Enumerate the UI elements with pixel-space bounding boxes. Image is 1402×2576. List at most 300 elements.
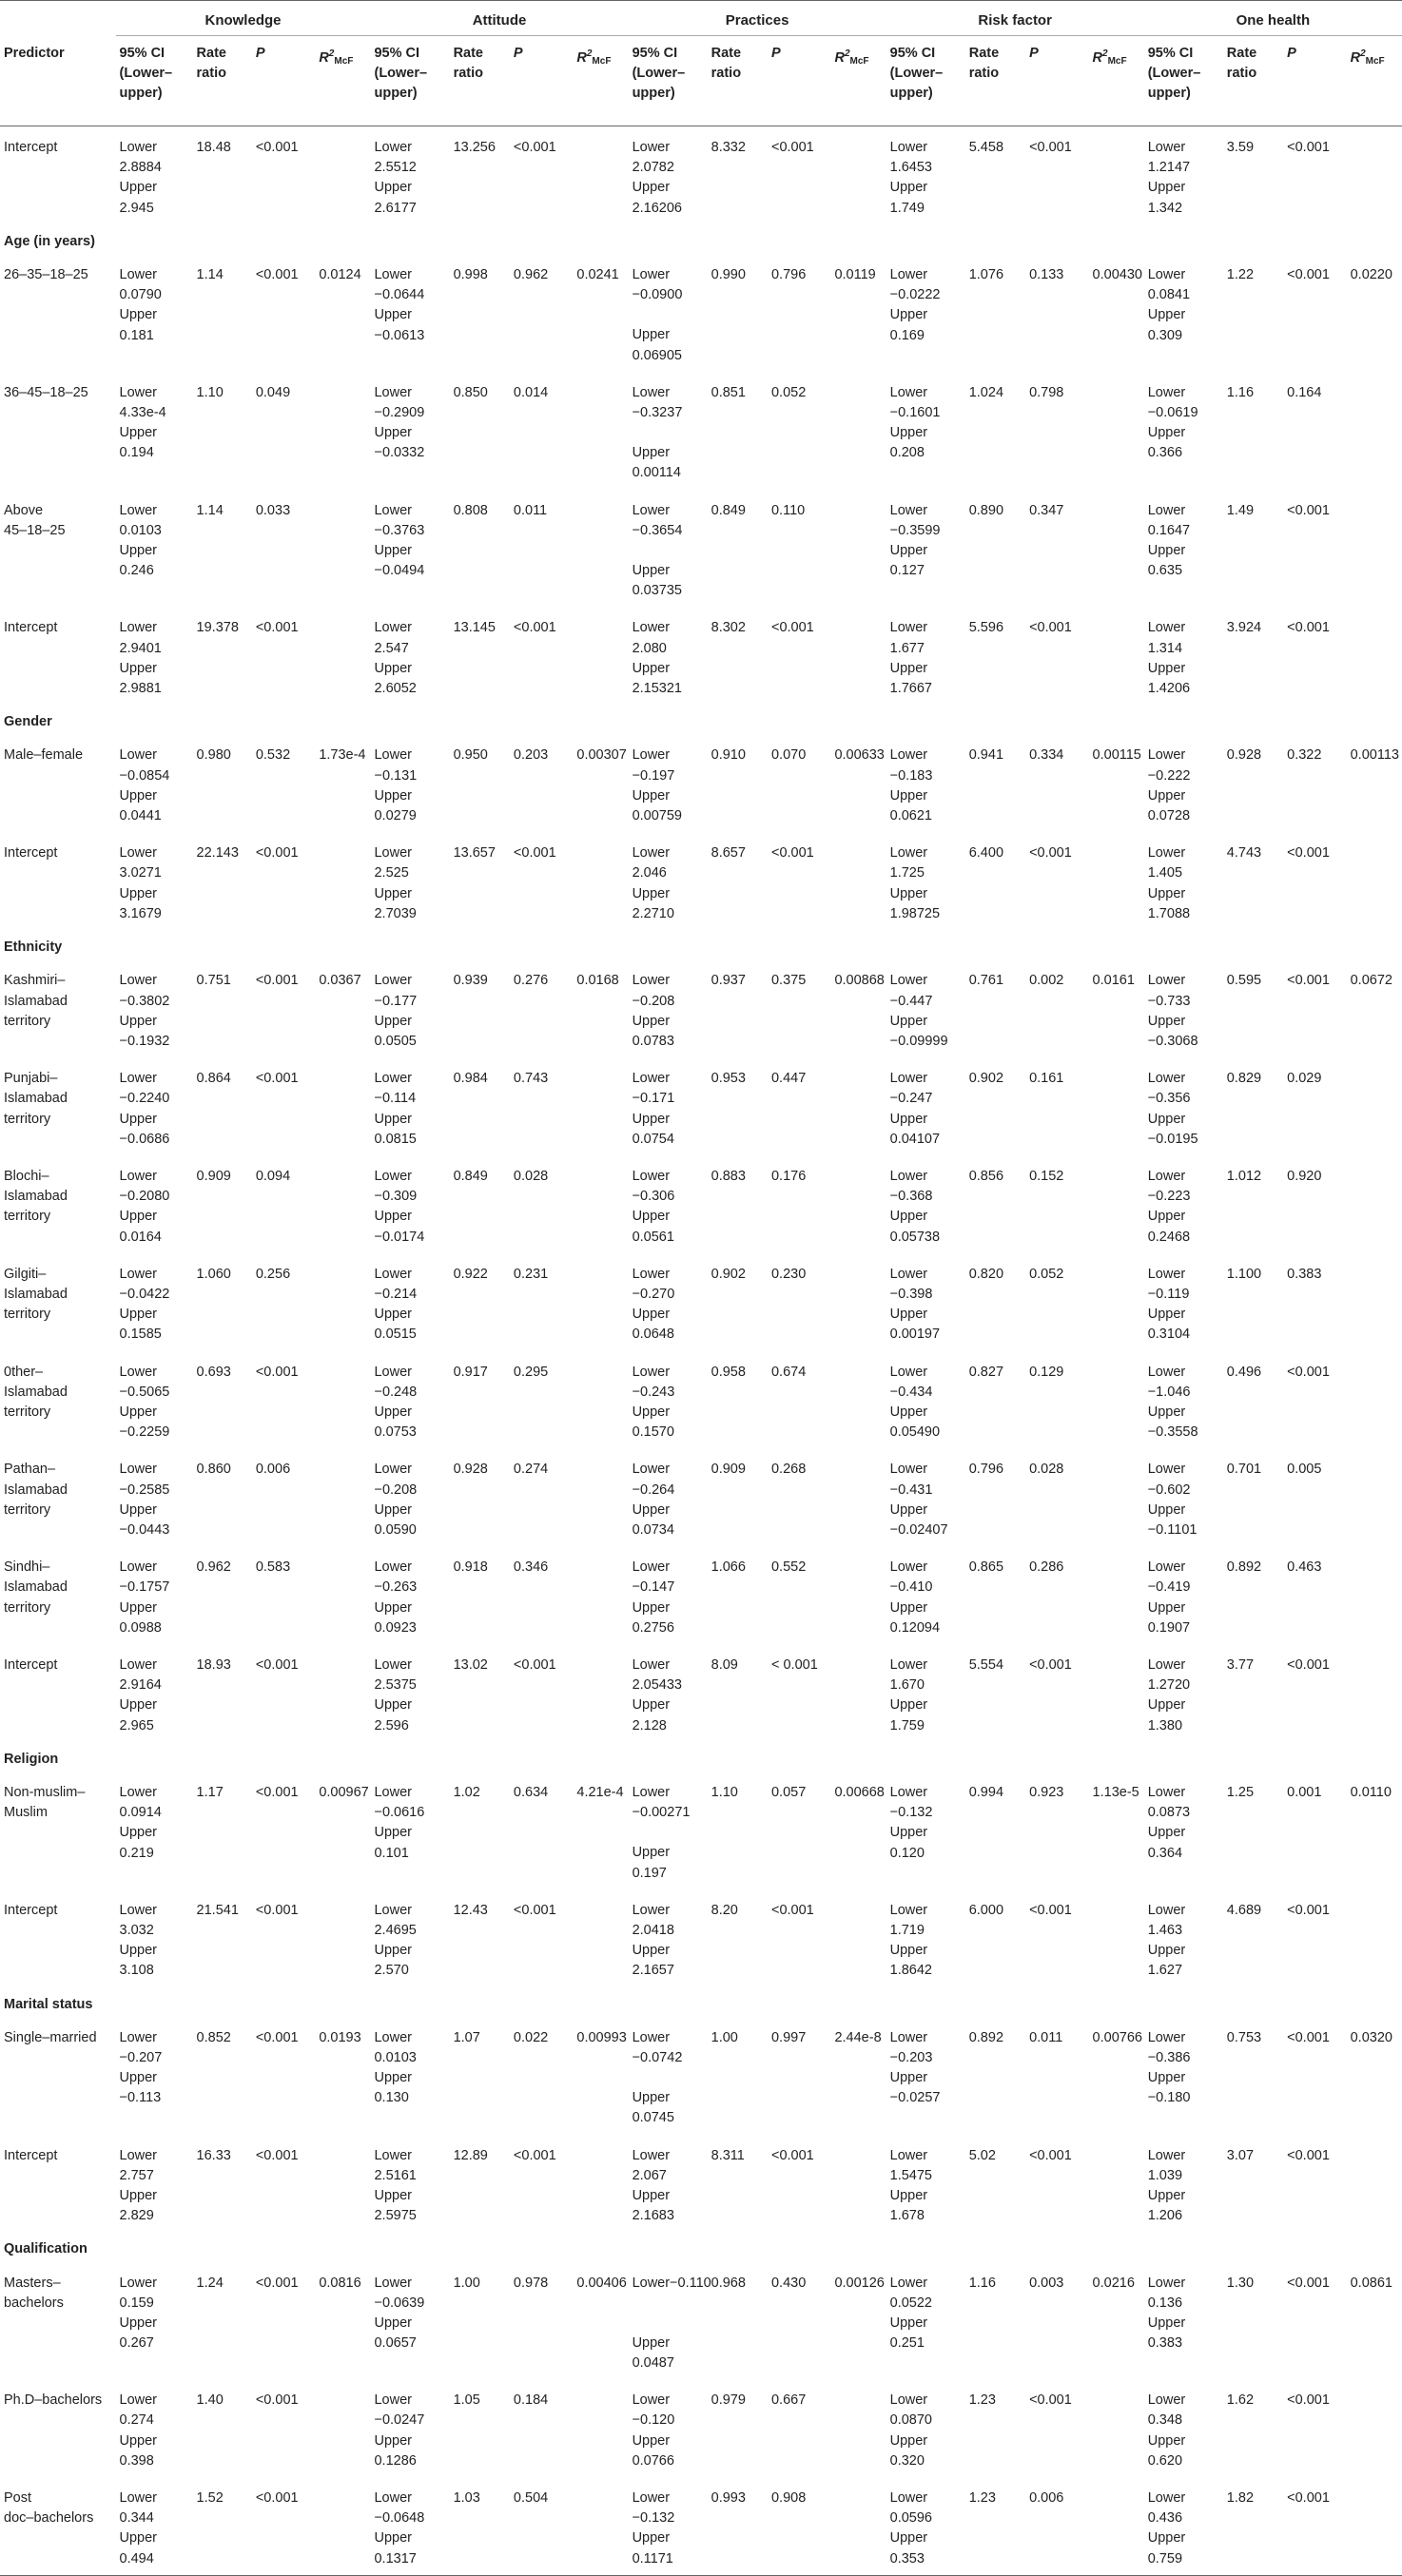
predictor-line: Intercept — [4, 845, 58, 862]
p-value-cell: 0.002 — [1029, 973, 1064, 989]
rate-ratio-cell: 0.865 — [968, 1559, 1004, 1576]
ci-cell — [370, 1351, 449, 1449]
ci-line: Lower — [374, 140, 412, 155]
ci-line: 0.00197 — [889, 1327, 941, 1343]
ci-line: 0.05490 — [889, 1424, 941, 1441]
ci-line: 0.1570 — [632, 1424, 674, 1441]
ci-line: −0.0257 — [889, 2090, 941, 2106]
p-value-cell: 0.176 — [770, 1168, 807, 1184]
ci-line: Upper — [374, 180, 412, 196]
ci-line: 2.5375 — [374, 1677, 417, 1694]
p-value-cell: <0.001 — [1287, 2275, 1330, 2291]
rate-ratio-cell: 12.43 — [453, 1902, 488, 1918]
ci-line: 0.353 — [889, 2550, 925, 2566]
rate-ratio-cell: 1.52 — [193, 2477, 252, 2575]
ci-line: Lower — [632, 140, 671, 155]
ci-line: Upper — [889, 787, 928, 804]
ci-line: Upper — [632, 2432, 671, 2449]
r2-cell: 0.0320 — [1350, 2029, 1392, 2045]
ci-line — [633, 2314, 704, 2334]
r2-cell — [315, 2379, 370, 2477]
header-attitude: Attitude — [370, 1, 628, 36]
header-ci-line: 95% CI — [374, 46, 420, 61]
ci-line: −0.180 — [1147, 2090, 1191, 2106]
r2-cell — [830, 126, 886, 224]
ci-line: 1.314 — [1147, 640, 1183, 656]
ci-line: 1.2720 — [1147, 1677, 1191, 1694]
ci-cell — [116, 1889, 193, 1987]
p-value-cell: <0.001 — [255, 1656, 299, 1673]
ci-line: −0.2585 — [119, 1482, 170, 1498]
ci-line: 0.1907 — [1147, 1619, 1191, 1636]
ci-line: 2.9164 — [119, 1677, 162, 1694]
predictor-cell — [0, 1889, 116, 1987]
rate-ratio-cell: 0.851 — [711, 384, 746, 400]
header-ci-line: upper) — [374, 86, 418, 102]
ci-line: 0.348 — [1147, 2412, 1183, 2429]
ci-line: Lower — [374, 1656, 412, 1673]
predictor-line: Intercept — [4, 2147, 58, 2163]
section-label: Qualification — [4, 2241, 88, 2257]
r2-cell: 0.0110 — [1350, 1785, 1392, 1800]
ci-line: 0.0841 — [1147, 287, 1191, 303]
header-p-label: P — [1029, 46, 1039, 61]
r2-cell — [315, 1889, 370, 1987]
ci-line: Lower — [1147, 620, 1186, 636]
ci-line: 0.05738 — [889, 1229, 941, 1245]
ci-cell — [629, 1155, 708, 1253]
ci-line: −0.1601 — [889, 405, 941, 421]
ci-line: Lower — [632, 2490, 671, 2507]
ci-cell — [370, 1546, 449, 1644]
ci-line: Lower — [1147, 2275, 1186, 2291]
header-rate-line: Rate — [711, 46, 742, 61]
ci-line: Upper — [889, 2432, 928, 2449]
predictor-cell — [0, 607, 116, 705]
ci-line: 0.398 — [119, 2452, 154, 2469]
ci-cell — [116, 1644, 193, 1742]
ci-cell — [370, 2379, 449, 2477]
ci-cell — [116, 1448, 193, 1546]
p-value-cell: <0.001 — [255, 140, 299, 155]
r2-cell: 0.00113 — [1350, 747, 1399, 764]
table-row — [0, 959, 1402, 1057]
ci-line: Upper — [889, 2188, 928, 2204]
ci-line: 0.0923 — [374, 1619, 417, 1636]
ci-line: Upper — [889, 2070, 928, 2086]
rate-ratio-cell: 5.458 — [968, 140, 1004, 155]
p-value-cell: 0.532 — [255, 747, 291, 764]
ci-cell — [886, 734, 965, 832]
ci-line — [633, 423, 704, 443]
predictor-line: Intercept — [4, 140, 58, 155]
ci-cell — [629, 607, 708, 705]
ci-cell — [370, 1644, 449, 1742]
ci-line: Lower — [374, 2392, 412, 2409]
ci-line: 0.383 — [1147, 2335, 1183, 2352]
rate-ratio-cell: 18.93 — [196, 1656, 231, 1673]
ci-line: Lower — [632, 973, 671, 989]
rate-ratio-cell: 0.753 — [1226, 2029, 1262, 2045]
rate-ratio-cell: 0.990 — [711, 267, 746, 283]
ci-line: Upper — [374, 2188, 412, 2204]
ci-line: Upper — [119, 885, 158, 901]
r2-cell — [830, 1057, 886, 1155]
ci-line: Upper — [1147, 307, 1186, 323]
p-value-cell: 0.011 — [513, 502, 548, 518]
ci-line: 1.749 — [889, 200, 925, 216]
ci-line: 3.0271 — [119, 865, 162, 881]
ci-line: 1.206 — [1147, 2208, 1183, 2224]
ci-line: Lower — [889, 1559, 928, 1576]
ci-line: −0.3068 — [1147, 1033, 1198, 1049]
rate-ratio-cell: 1.23 — [965, 2477, 1025, 2575]
p-value-cell: 0.504 — [510, 2477, 573, 2575]
rate-ratio-cell: 0.849 — [711, 502, 746, 518]
table-row — [0, 1351, 1402, 1449]
ci-line: 0.251 — [889, 2335, 925, 2352]
predictor-cell — [0, 1644, 116, 1742]
ci-line: Lower — [374, 1266, 412, 1282]
predictor-line: territory — [4, 1404, 51, 1420]
header-r2-sub: McF — [1107, 56, 1127, 67]
header-risk-factor: Risk factor — [886, 1, 1144, 36]
p-value-cell: <0.001 — [1029, 140, 1072, 155]
ci-line: Lower — [632, 747, 671, 764]
ci-line: −0.264 — [632, 1482, 675, 1498]
ci-line: Lower — [374, 973, 412, 989]
p-value-cell: 0.997 — [770, 2029, 807, 2045]
rate-ratio-cell: 0.852 — [196, 2029, 231, 2045]
ci-line: Lower — [374, 747, 412, 764]
ci-cell — [886, 1253, 965, 1351]
p-value-cell: 0.203 — [513, 747, 549, 764]
r2-cell — [315, 1448, 370, 1546]
rate-ratio-cell: 0.693 — [196, 1364, 231, 1380]
header-rate-line: Rate — [1226, 46, 1257, 61]
ci-line: 0.120 — [889, 1845, 925, 1861]
r2-cell — [1089, 832, 1144, 930]
ci-line: −0.197 — [632, 767, 675, 784]
ci-cell — [370, 734, 449, 832]
rate-ratio-cell: 1.14 — [196, 267, 224, 283]
rate-ratio-cell: 1.10 — [196, 384, 224, 400]
ci-line: Upper — [632, 2188, 671, 2204]
ci-line: Lower — [119, 2275, 158, 2291]
ci-line: 0.0753 — [374, 1424, 417, 1441]
rate-ratio-cell: 1.17 — [196, 1785, 224, 1800]
r2-cell — [573, 832, 628, 930]
ci-line: 0.0515 — [374, 1327, 417, 1343]
ci-line: −0.132 — [632, 2510, 675, 2527]
header-ci-line: upper) — [889, 86, 933, 102]
rate-ratio-cell: 3.924 — [1226, 620, 1262, 636]
p-value-cell: <0.001 — [1029, 620, 1072, 636]
ci-line: 0.0728 — [1147, 808, 1191, 824]
p-value-cell: <0.001 — [1029, 2392, 1072, 2409]
ci-line: Upper — [1147, 1404, 1186, 1420]
r2-cell — [315, 1351, 370, 1449]
ci-line: 2.547 — [374, 640, 409, 656]
header-predictor: Predictor — [0, 36, 116, 126]
ci-line: 1.7667 — [889, 681, 932, 697]
r2-cell: 1.73e-4 — [319, 747, 366, 764]
p-value-cell: <0.001 — [513, 845, 556, 862]
header-r2-sub: McF — [334, 56, 354, 67]
ci-line: Lower−0.110 — [632, 2275, 711, 2291]
rate-ratio-cell: 0.979 — [711, 2392, 746, 2409]
ci-line: 1.342 — [1147, 200, 1183, 216]
ci-line: Lower — [374, 845, 412, 862]
rate-ratio-cell: 0.808 — [453, 502, 488, 518]
rate-ratio-cell: 1.00 — [453, 2275, 480, 2291]
ci-line: 1.4206 — [1147, 681, 1191, 697]
ci-line: Upper — [374, 2070, 412, 2086]
ci-line: 0.494 — [119, 2550, 154, 2566]
rate-ratio-cell: 0.829 — [1226, 1071, 1262, 1087]
r2-cell — [830, 1644, 886, 1742]
table-row — [0, 832, 1402, 930]
ci-line: −0.222 — [1147, 767, 1191, 784]
ci-line: 0.1647 — [1147, 522, 1191, 538]
p-value-cell: 0.022 — [513, 2029, 549, 2045]
rate-ratio-cell: 0.980 — [196, 747, 231, 764]
header-ci — [370, 36, 449, 126]
rate-ratio-cell: 1.30 — [1226, 2275, 1255, 2291]
ci-line: Upper — [1147, 425, 1186, 441]
ci-line: 2.15321 — [632, 681, 682, 697]
ci-line: Upper — [1147, 1599, 1186, 1616]
r2-cell: 0.00766 — [1092, 2029, 1142, 2045]
r2-cell — [830, 1253, 886, 1351]
predictor-line: Pathan– — [4, 1462, 56, 1478]
r2-cell — [1347, 2135, 1402, 2233]
ci-line: Upper — [374, 1697, 412, 1714]
ci-cell — [116, 126, 193, 224]
header-ci-line: (Lower– — [374, 66, 428, 82]
section-label: Gender — [4, 714, 52, 730]
table-row — [0, 2262, 1402, 2380]
r2-cell — [1089, 1448, 1144, 1546]
ci-line: 0.274 — [119, 2412, 154, 2429]
rate-ratio-cell: 8.657 — [711, 845, 746, 862]
predictor-cell — [0, 1057, 116, 1155]
ci-line: Upper — [374, 1501, 412, 1518]
ci-cell — [116, 490, 193, 608]
ci-line: 2.6052 — [374, 681, 417, 697]
ci-line: 2.9881 — [119, 681, 162, 697]
p-value-cell: <0.001 — [770, 140, 814, 155]
p-value-cell: 0.346 — [513, 1559, 549, 1576]
ci-line: −0.00271 — [632, 1805, 691, 1821]
ci-line: 2.5975 — [374, 2208, 417, 2224]
ci-cell — [886, 2262, 965, 2380]
rate-ratio-cell: 0.820 — [968, 1266, 1004, 1282]
ci-cell — [370, 832, 449, 930]
ci-cell — [1144, 1546, 1223, 1644]
section-label: Religion — [4, 1751, 59, 1767]
ci-cell — [629, 2477, 708, 2575]
p-value-cell: <0.001 — [513, 140, 556, 155]
p-value-cell: 0.274 — [513, 1462, 549, 1478]
ci-cell — [1144, 490, 1223, 608]
ci-cell — [886, 832, 965, 930]
header-p-label: P — [513, 46, 523, 61]
ci-line: −0.247 — [889, 1091, 933, 1107]
header-ci — [116, 36, 193, 126]
rate-ratio-cell: 3.07 — [1226, 2147, 1255, 2163]
r2-cell — [573, 1057, 628, 1155]
p-value-cell: 0.276 — [513, 973, 549, 989]
ci-line: −0.207 — [119, 2050, 163, 2066]
ci-line: 0.246 — [119, 563, 154, 579]
ci-cell — [116, 1546, 193, 1644]
ci-line: −0.306 — [632, 1189, 675, 1205]
ci-cell — [1144, 2477, 1223, 2575]
header-p-label: P — [770, 46, 781, 61]
ci-cell — [370, 607, 449, 705]
header-ci-line: 95% CI — [632, 46, 678, 61]
ci-line: 1.6453 — [889, 160, 932, 176]
ci-line: Lower — [374, 1902, 412, 1918]
rate-ratio-cell: 0.993 — [708, 2477, 768, 2575]
r2-cell — [1347, 126, 1402, 224]
header-rate-line: Rate — [968, 46, 1000, 61]
header-one-health: One health — [1144, 1, 1402, 36]
r2-cell: 0.0193 — [319, 2029, 361, 2045]
predictor-line: Intercept — [4, 620, 58, 636]
p-value-cell: <0.001 — [1287, 140, 1330, 155]
rate-ratio-cell: 0.761 — [968, 973, 1004, 989]
r2-cell: 0.00430 — [1092, 267, 1142, 283]
p-value-cell: <0.001 — [255, 2147, 299, 2163]
r2-cell — [1089, 1546, 1144, 1644]
ci-cell — [1144, 832, 1223, 930]
ci-line: 0.3104 — [1147, 1327, 1191, 1343]
ci-cell — [370, 2477, 449, 2575]
p-value-cell: 0.129 — [1029, 1364, 1064, 1380]
header-ci-line: (Lower– — [889, 66, 944, 82]
ci-cell — [116, 2262, 193, 2380]
ci-line: Upper — [632, 445, 671, 461]
header-group-row — [0, 1, 1402, 36]
ci-line: −0.2909 — [374, 405, 425, 421]
r2-cell — [315, 1057, 370, 1155]
r2-cell: 0.00406 — [576, 2275, 627, 2291]
ci-line: Upper — [889, 885, 928, 901]
r2-cell — [573, 1351, 628, 1449]
ci-line: Lower — [889, 845, 928, 862]
predictor-cell — [0, 372, 116, 490]
rate-ratio-cell: 1.25 — [1226, 1785, 1255, 1800]
ci-cell — [629, 254, 708, 372]
header-p — [1283, 36, 1346, 126]
r2-cell — [573, 1155, 628, 1253]
ci-cell — [1144, 1644, 1223, 1742]
ci-line: Upper — [119, 2070, 158, 2086]
p-value-cell: 0.028 — [513, 1168, 549, 1184]
p-value-cell: <0.001 — [1029, 845, 1072, 862]
ci-line: Upper — [1147, 2188, 1186, 2204]
ci-line: Lower — [1147, 1266, 1186, 1282]
rate-ratio-cell: 8.302 — [711, 620, 746, 636]
r2-cell: 0.0161 — [1092, 973, 1135, 989]
p-value-cell: <0.001 — [255, 973, 299, 989]
ci-line: 0.0279 — [374, 808, 417, 824]
predictor-line: Post — [4, 2490, 32, 2507]
rate-ratio-cell: 0.849 — [453, 1168, 488, 1184]
ci-line: 2.067 — [632, 2167, 667, 2183]
ci-line: 1.670 — [889, 1677, 925, 1694]
ci-cell — [116, 2379, 193, 2477]
p-value-cell: 0.674 — [770, 1364, 807, 1380]
r2-cell — [1089, 607, 1144, 705]
ci-line: Upper — [889, 1825, 928, 1841]
rate-ratio-cell: 0.850 — [453, 384, 488, 400]
header-r2 — [1347, 36, 1402, 126]
header-r2 — [1089, 36, 1144, 126]
ci-line: Upper — [1147, 660, 1186, 676]
predictor-line: territory — [4, 1209, 51, 1225]
ci-line: Lower — [1147, 1902, 1186, 1918]
r2-cell — [1347, 1057, 1402, 1155]
ci-cell — [370, 2262, 449, 2380]
p-value-cell: <0.001 — [255, 2392, 299, 2409]
ci-cell — [116, 372, 193, 490]
ci-cell — [1144, 1155, 1223, 1253]
ci-line: 1.463 — [1147, 1923, 1183, 1939]
ci-line: Lower — [374, 1071, 412, 1087]
ci-cell — [629, 2017, 708, 2135]
r2-cell — [1347, 1546, 1402, 1644]
ci-line: Upper — [374, 2315, 412, 2332]
p-value-cell: 0.001 — [1287, 1785, 1322, 1800]
ci-line: 2.945 — [119, 200, 154, 216]
ci-line: Lower — [889, 384, 928, 400]
p-value-cell: <0.001 — [255, 620, 299, 636]
ci-line — [633, 305, 704, 325]
r2-cell — [830, 1351, 886, 1449]
r2-cell — [573, 1253, 628, 1351]
header-rate-ratio — [1223, 36, 1283, 126]
ci-line: Upper — [889, 1404, 928, 1420]
ci-line: Upper — [374, 307, 412, 323]
p-value-cell: <0.001 — [513, 1656, 556, 1673]
ci-line: −0.0247 — [374, 2412, 425, 2429]
table-row — [0, 1253, 1402, 1351]
ci-line: Upper — [1147, 1013, 1186, 1029]
p-value-cell: 0.798 — [1029, 384, 1064, 400]
ci-line: −0.2259 — [119, 1424, 170, 1441]
ci-line: 1.725 — [889, 865, 925, 881]
p-value-cell: <0.001 — [1029, 1656, 1072, 1673]
p-value-cell: 0.110 — [770, 502, 806, 518]
r2-cell: 0.00993 — [576, 2029, 627, 2045]
ci-line: Lower — [632, 1266, 671, 1282]
ci-line: Lower — [889, 1071, 928, 1087]
ci-line: Lower — [632, 1656, 671, 1673]
r2-cell: 0.0367 — [319, 973, 361, 989]
predictor-cell — [0, 1155, 116, 1253]
header-r2-label: R — [576, 50, 587, 66]
predictor-line: Islamabad — [4, 1579, 68, 1596]
ci-line: 0.1286 — [374, 2452, 417, 2469]
ci-line: 0.00759 — [632, 808, 682, 824]
rate-ratio-cell: 0.902 — [711, 1266, 746, 1282]
ci-line: Upper — [374, 1209, 412, 1225]
rate-ratio-cell: 0.892 — [1226, 1559, 1262, 1576]
header-knowledge: Knowledge — [116, 1, 371, 36]
